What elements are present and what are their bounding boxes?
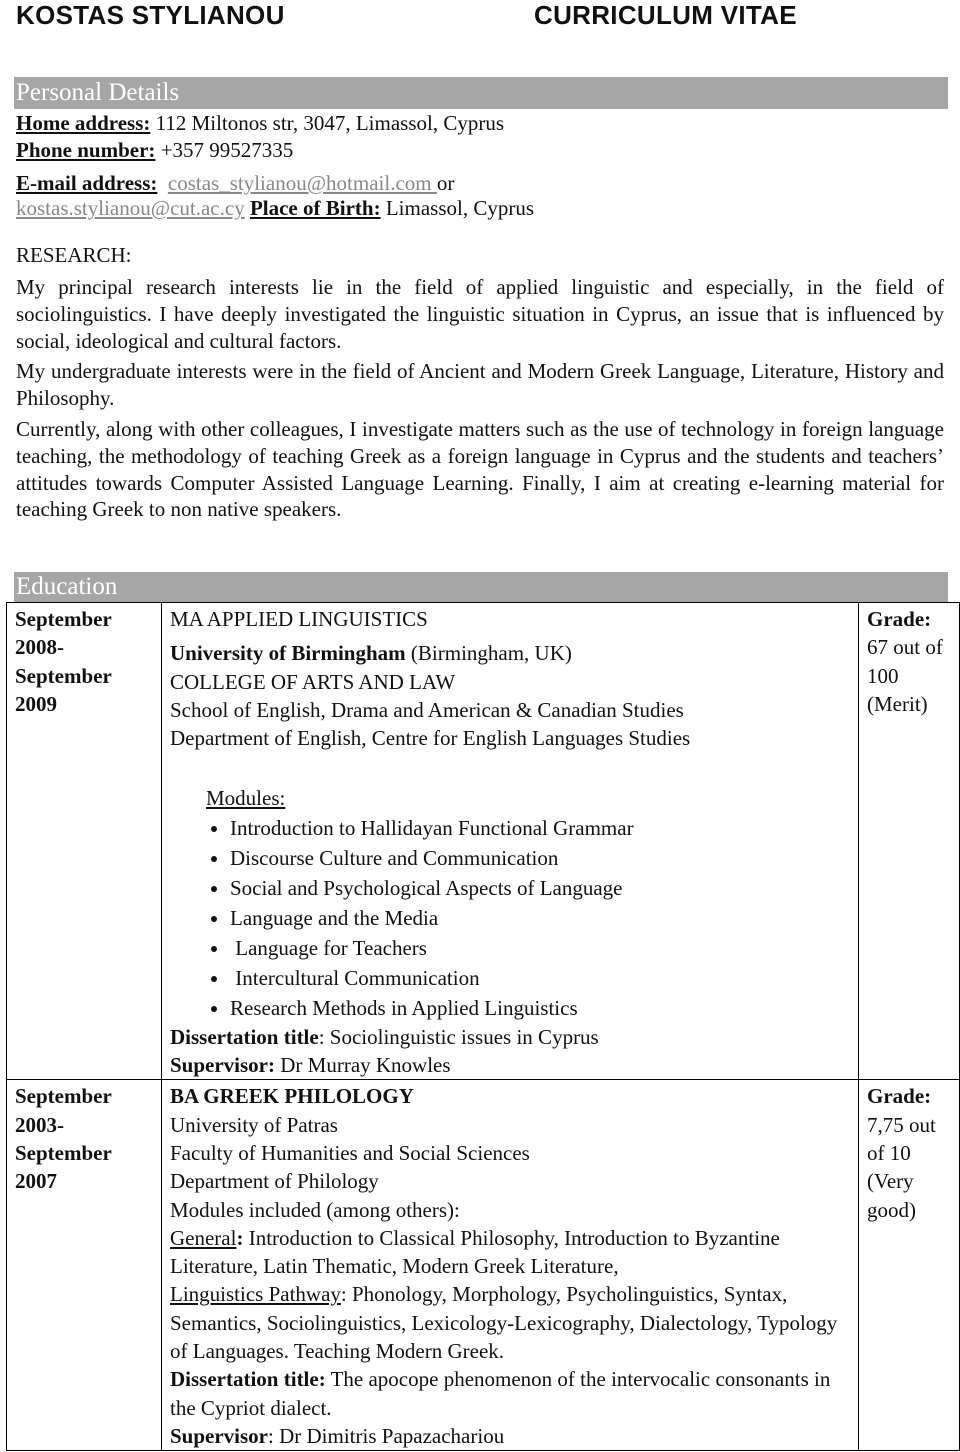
phone-value: +357 99527335	[155, 138, 294, 162]
ma-supervisor-value: Dr Murray Knowles	[275, 1053, 451, 1078]
ma-modules-label: Modules:	[206, 786, 286, 811]
ma-date-line: 2009	[15, 691, 57, 716]
list-item: • Introduction to Hallidayan Functional Grammar	[230, 813, 850, 843]
ma-dissertation-label: Dissertation title	[170, 1024, 319, 1049]
ma-date-line: 2008-	[15, 635, 64, 660]
ma-modules-list	[170, 813, 850, 1023]
ma-university-line	[170, 639, 850, 667]
list-item: • Language for Teachers	[230, 933, 850, 963]
email-link-cut[interactable]: kostas.stylianou@cut.ac.cy	[16, 196, 245, 220]
ba-dates	[7, 1080, 162, 1451]
research-paragraph-3: Currently, along with other colleagues, I investigate matters such as the use of technology in foreign language teaching, the methodology of teaching Greek as a foreign language in Cyprus and the students and teachers’ attitudes towards Computer Assisted Language Learning. Finally, I aim at creating e-learning material for teaching Greek to non native speakers.	[16, 417, 944, 522]
ba-pathway-value: : Phonology, Morphology, Psycholinguistics, Syntax, Semantics, Sociolinguistics, Lexicology-Lexicography, Dialectology, Typology of Languages. Teaching Modern Greek.	[170, 1282, 838, 1364]
research-paragraph-2: My undergraduate interests were in the field of Ancient and Modern Greek Language, Literature, History and Philosophy.	[16, 359, 944, 410]
ba-grade	[859, 1080, 960, 1451]
email-link-hotmail[interactable]: costas_stylianou@hotmail.com	[167, 171, 437, 195]
ba-pathway-label: Linguistics Pathway	[170, 1282, 341, 1307]
ba-faculty: Faculty of Humanities and Social Sciences	[170, 1140, 530, 1165]
document-title: CURRICULUM VITAE	[534, 0, 797, 30]
phone-line	[16, 137, 293, 163]
ma-dates	[7, 603, 162, 1080]
cv-header	[16, 0, 936, 30]
table-row	[7, 603, 960, 1080]
ba-dissertation	[170, 1365, 850, 1422]
ma-department: Department of English, Centre for English Languages Studies	[170, 726, 691, 751]
ma-date-line: September	[15, 607, 112, 631]
email-label: E-mail address:	[16, 171, 158, 195]
ba-date-line: 2003-	[15, 1112, 64, 1137]
birth-value: Limassol, Cyprus	[380, 196, 534, 220]
education-heading: Education	[14, 572, 948, 602]
ma-grade-value: 67 out of 100 (Merit)	[867, 635, 943, 716]
home-address-line	[16, 110, 504, 136]
ba-details	[162, 1080, 859, 1451]
ma-university: University of Birmingham	[170, 641, 406, 666]
ba-supervisor-value: : Dr Dimitris Papazachariou	[268, 1423, 505, 1448]
ma-details	[162, 603, 859, 1080]
ba-dissertation-value: The apocope phenomenon of the intervocalic consonants in the Cypriot dialect.	[170, 1367, 831, 1420]
ma-grade-label: Grade:	[867, 607, 932, 631]
ba-general-colon: :	[236, 1225, 244, 1250]
research-heading: RESEARCH:	[16, 243, 132, 267]
list-item: • Intercultural Communication	[230, 963, 850, 993]
phone-label: Phone number:	[16, 138, 156, 162]
list-item: • Social and Psychological Aspects of Language	[230, 873, 850, 903]
ba-general-label: General	[170, 1225, 237, 1250]
ma-university-location: (Birmingham, UK)	[405, 641, 572, 666]
person-name: KOSTAS STYLIANOU	[16, 0, 285, 30]
home-address-label: Home address:	[16, 111, 151, 135]
ma-supervisor	[170, 1051, 850, 1079]
ba-department: Department of Philology	[170, 1169, 379, 1194]
list-item: • Research Methods in Applied Linguistics	[230, 993, 850, 1023]
ba-general-value: Introduction to Classical Philosophy, Introduction to Byzantine Literature, Latin Thematic, Modern Greek Literature,	[170, 1225, 780, 1279]
ma-college: COLLEGE OF ARTS AND LAW	[170, 669, 456, 694]
ba-pathway-modules	[170, 1280, 850, 1365]
ba-supervisor-label: Supervisor	[170, 1423, 269, 1448]
home-address-value: 112 Miltonos str, 3047, Limassol, Cyprus	[150, 111, 505, 135]
email-or: or	[436, 171, 455, 195]
education-table	[6, 602, 960, 1451]
ba-university: University of Patras	[170, 1112, 338, 1137]
ba-supervisor	[170, 1422, 850, 1450]
ba-degree: BA GREEK PHILOLOGY	[170, 1084, 414, 1109]
ba-date-line: September	[15, 1084, 112, 1109]
ma-degree: MA APPLIED LINGUISTICS	[170, 607, 428, 631]
email-line	[16, 170, 454, 196]
ma-date-line: September	[15, 663, 112, 688]
personal-details-heading: Personal Details	[14, 77, 948, 109]
list-item: • Discourse Culture and Communication	[230, 843, 850, 873]
ba-modules-intro: Modules included (among others):	[170, 1197, 460, 1222]
ba-grade-value: 7,75 out of 10 (Very good)	[867, 1112, 936, 1222]
ba-general-modules	[170, 1224, 850, 1281]
ma-dissertation-value: : Sociolinguistic issues in Cyprus	[318, 1024, 599, 1049]
list-item: • Language and the Media	[230, 903, 850, 933]
ma-grade	[859, 603, 960, 1080]
ba-date-line: September	[15, 1140, 112, 1165]
ma-school: School of English, Drama and American & Canadian Studies	[170, 697, 684, 722]
ma-supervisor-label: Supervisor:	[170, 1053, 275, 1078]
ba-date-line: 2007	[15, 1169, 57, 1194]
email-birth-line	[16, 195, 534, 221]
ma-dissertation	[170, 1023, 850, 1051]
ba-grade-label: Grade:	[867, 1084, 932, 1109]
research-paragraph-1: My principal research interests lie in the field of applied linguistic and especially, in the field of sociolinguistics. I have deeply investigated the linguistic situation in Cyprus, an issue that is influenced by social, ideological and cultural factors.	[16, 275, 944, 353]
table-row	[7, 1080, 960, 1451]
ba-dissertation-label: Dissertation title:	[170, 1367, 326, 1392]
birth-label: Place of Birth:	[249, 196, 381, 220]
